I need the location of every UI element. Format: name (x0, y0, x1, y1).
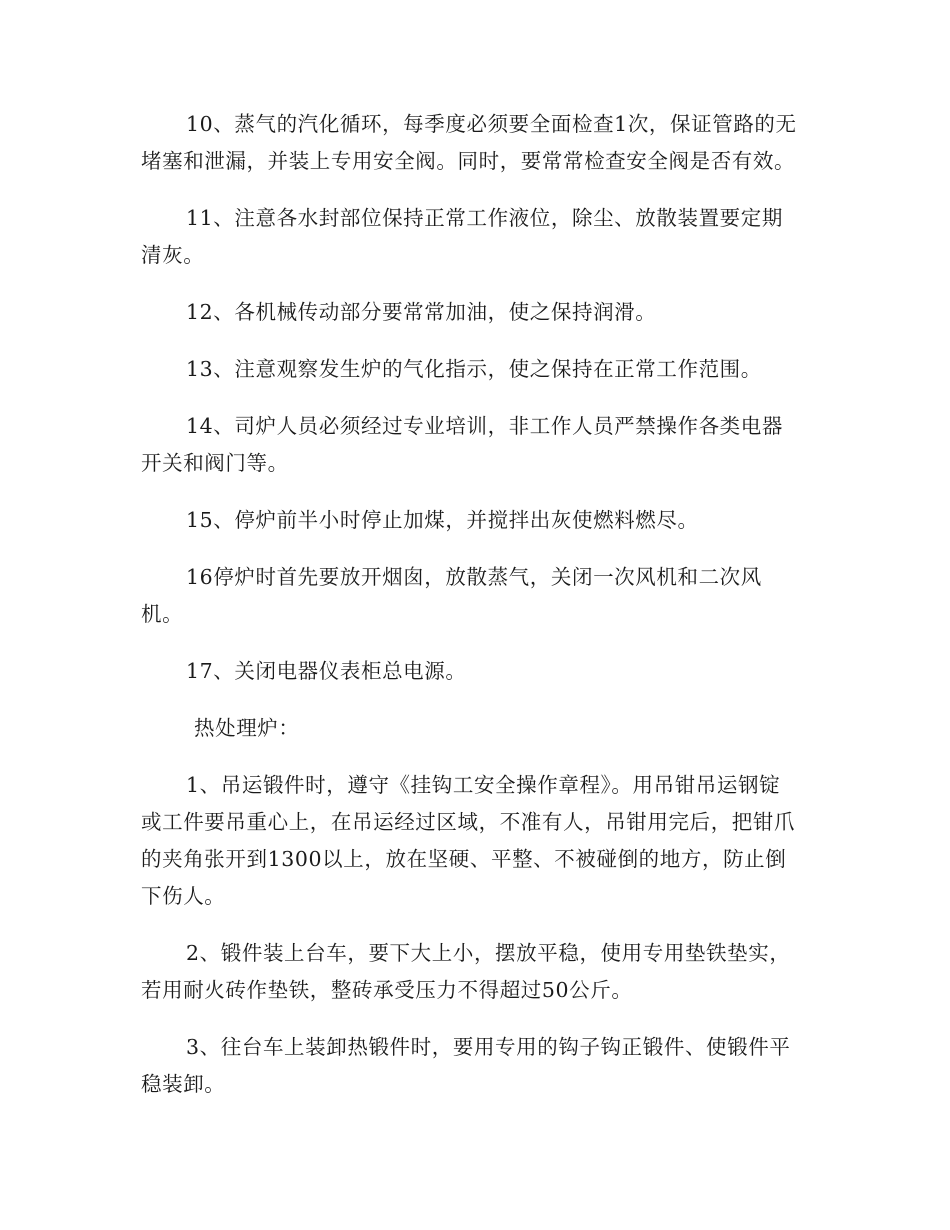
paragraph-item-16: 16停炉时首先要放开烟囱，放散蒸气，关闭一次风机和二次风机。 (141, 565, 762, 626)
paragraph-item-11: 11、注意各水封部位保持正常工作液位，除尘、放散装置要定期清灰。 (141, 206, 783, 267)
paragraph-item-15: 15、停炉前半小时停止加煤，并搅拌出灰使燃料燃尽。 (186, 508, 699, 532)
paragraph-item-14: 14、司炉人员必须经过专业培训，非工作人员严禁操作各类电器开关和阀门等。 (141, 414, 783, 475)
paragraph-item-10: 10、蒸气的汽化循环，每季度必须要全面检查1次，保证管路的无堵塞和泄漏，并装上专用安全阀。同时，要常常检查安全阀是否有效。 (141, 112, 797, 173)
section-heading: 热处理炉： (194, 716, 300, 740)
paragraph-item-12: 12、各机械传动部分要常常加油，使之保持润滑。 (186, 300, 657, 324)
document-body (141, 106, 801, 1123)
paragraph-item-17: 17、关闭电器仪表柜总电源。 (186, 659, 467, 683)
paragraph-item-2: 2、锻件装上台车，要下大上小，摆放平稳，使用专用垫铁垫实，若用耐火砖作垫铁，整砖承受压力不得超过50公斤。 (141, 941, 791, 1002)
paragraph-item-1: 1、吊运锻件时，遵守《挂钩工安全操作章程》。用吊钳吊运钢锭或工件要吊重心上，在吊运经过区域，不准有人，吊钳用完后，把钳爪的夹角张开到1300以上，放在坚硬、平整、不被碰倒的地方，防止倒下伤人。 (141, 773, 796, 908)
paragraph-item-3: 3、往台车上装卸热锻件时，要用专用的钩子钩正锻件、使锻件平稳装卸。 (141, 1035, 791, 1096)
paragraph-item-13: 13、注意观察发生炉的气化指示，使之保持在正常工作范围。 (186, 357, 762, 381)
